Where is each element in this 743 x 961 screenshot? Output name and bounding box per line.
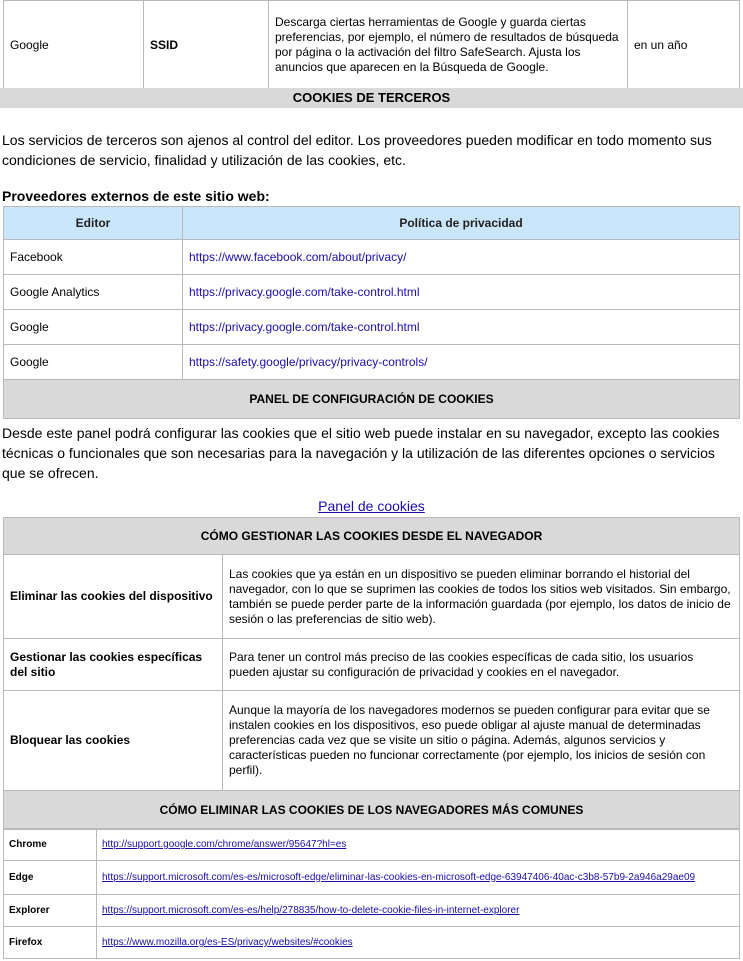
cookie-duration-cell: en un año	[628, 1, 740, 89]
browser-name: Firefox	[4, 927, 97, 959]
table-row	[4, 275, 740, 310]
browsers-table	[3, 828, 740, 959]
browsers-heading: CÓMO ELIMINAR LAS COOKIES DE LOS NAVEGADORES MÁS COMUNES	[4, 791, 740, 830]
third-party-text: Los servicios de terceros son ajenos al control del editor. Los proveedores pueden modificar en todo momento sus condiciones de servicio, finalidad y utilización de las cookies, etc.	[2, 132, 712, 168]
cookie-name-cell: SSID	[144, 1, 269, 89]
table-row	[4, 310, 740, 345]
manage-row-text: Aunque la mayoría de los navegadores modernos se pueden configurar para evitar que se instalen cookies en los dispositivos, eso puede obligar al ajuste manual de determinadas preferencias cada vez que se visite un sitio o página. Además, algunos servicios y características pueden no funcionar correctamente (por ejemplo, los inicios de sesión con perfil).	[223, 691, 740, 791]
manage-row-text: Para tener un control más preciso de las cookies específicas de cada sitio, los usuarios pueden ajustar su configuración de privacidad y cookies en el navegador.	[223, 639, 740, 691]
privacy-policy-link[interactable]: https://privacy.google.com/take-control.html	[189, 285, 420, 299]
third-party-heading: COOKIES DE TERCEROS	[0, 88, 743, 108]
table-row	[4, 639, 740, 691]
provider-editor: Google	[4, 310, 183, 345]
table-row	[4, 927, 740, 959]
privacy-policy-link[interactable]: https://www.facebook.com/about/privacy/	[189, 250, 407, 264]
table-row	[4, 345, 740, 380]
manage-heading: CÓMO GESTIONAR LAS COOKIES DESDE EL NAVEGADOR	[4, 518, 740, 555]
col-editor-header: Editor	[4, 207, 183, 240]
browser-help-link[interactable]: https://www.mozilla.org/es-ES/privacy/websites/#cookies	[102, 937, 353, 948]
cookie-editor-cell: Google	[4, 1, 144, 89]
col-policy-header: Política de privacidad	[183, 207, 740, 240]
browser-name: Explorer	[4, 895, 97, 927]
browser-name: Edge	[4, 861, 97, 895]
table-row	[4, 895, 740, 927]
privacy-policy-link[interactable]: https://privacy.google.com/take-control.html	[189, 320, 420, 334]
browser-help-link[interactable]: https://support.microsoft.com/es-es/microsoft-edge/eliminar-las-cookies-en-microsoft-edge-63947406-40ac-c3b8-57b9-2a946a29ae09	[102, 871, 696, 883]
manage-cookies-table	[3, 517, 740, 830]
cookie-description-cell: Descarga ciertas herramientas de Google y guarda ciertas preferencias, por ejemplo, el número de resultados de búsqueda por página o la activación del filtro SafeSearch. Ajusta los anuncios que aparecen en la Búsqueda de Google.	[269, 1, 628, 89]
providers-title: Proveedores externos de este sitio web:	[2, 188, 270, 204]
table-row	[4, 691, 740, 791]
cookie-panel-link[interactable]: Panel de cookies	[318, 498, 425, 514]
privacy-policy-link[interactable]: https://safety.google/privacy/privacy-controls/	[189, 355, 428, 369]
manage-row-label: Eliminar las cookies del dispositivo	[4, 555, 223, 639]
manage-row-label: Gestionar las cookies específicas del sitio	[4, 639, 223, 691]
manage-row-label: Bloquear las cookies	[4, 691, 223, 791]
browser-name: Chrome	[4, 829, 97, 861]
table-row	[4, 861, 740, 895]
manage-row-text: Las cookies que ya están en un dispositivo se pueden eliminar borrando el historial del navegador, con lo que se suprimen las cookies de todos los sitios web visitados. Sin embargo, también se puede perder parte de la información guardada (por ejemplo, los datos de inicio de sesión o las preferencias de sitio web).	[223, 555, 740, 639]
provider-editor: Google Analytics	[4, 275, 183, 310]
panel-text: Desde este panel podrá configurar las cookies que el sitio web puede instalar en su navegador, excepto las cookies técnicas o funcionales que son necesarias para la navegación y la utilización de las diferentes opciones o servicios que se ofrecen.	[2, 425, 720, 481]
table-row	[4, 240, 740, 275]
browser-help-link[interactable]: http://support.google.com/chrome/answer/95647?hl=es	[102, 839, 347, 850]
provider-editor: Google	[4, 345, 183, 380]
table-row	[4, 555, 740, 639]
provider-editor: Facebook	[4, 240, 183, 275]
cookie-table-last-row	[3, 0, 740, 89]
cookie-panel-heading: PANEL DE CONFIGURACIÓN DE COOKIES	[4, 380, 740, 419]
browser-help-link[interactable]: https://support.microsoft.com/es-es/help/278835/how-to-delete-cookie-files-in-internet-explorer	[102, 905, 520, 916]
providers-table	[3, 206, 740, 419]
table-row	[4, 829, 740, 861]
